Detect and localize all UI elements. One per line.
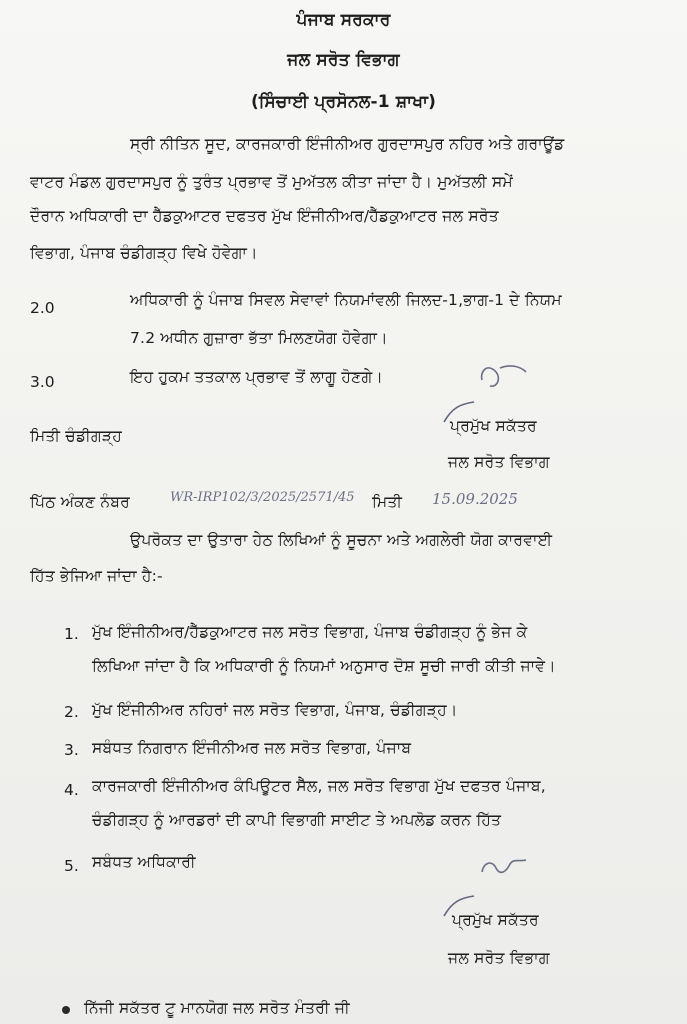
list-item-3-line1: ਸਬੰਧਤ ਨਿਗਰਾਨ ਇੰਜੀਨੀਅਰ ਜਲ ਸਰੋਤ ਵਿਭਾਗ, ਪੰਜਾਬ xyxy=(92,739,412,757)
header-government: ਪੰਜਾਬ ਸਰਕਾਰ xyxy=(296,10,391,30)
list-item-4-line1: ਕਾਰਜਕਾਰੀ ਇੰਜੀਨੀਅਰ ਕੰਪਿਊਟਰ ਸੈੱਲ, ਜਲ ਸਰੋਤ ਵਿਭਾਗ ਮੁੱਖ ਦਫਤਰ ਪੰਜਾਬ, xyxy=(92,777,546,795)
bottom-recipient-line: ਨਿੱਜੀ ਸਕੱਤਰ ਟੂ ਮਾਨਯੋਗ ਜਲ ਸਰੋਤ ਮੰਤਰੀ ਜੀ xyxy=(84,999,350,1017)
signatory1-department: ਜਲ ਸਰੋਤ ਵਿਭਾਗ xyxy=(448,453,550,471)
signatory2-department: ਜਲ ਸਰੋਤ ਵਿਭਾਗ xyxy=(448,949,550,967)
endorsement-date-label: ਮਿਤੀ xyxy=(372,493,403,511)
list-item-2-line1: ਮੁੱਖ ਇੰਜੀਨੀਅਰ ਨਹਿਰਾਂ ਜਲ ਸਰੋਤ ਵਿਭਾਗ, ਪੰਜਾਬ, ਚੰਡੀਗੜ੍ਹ। xyxy=(92,701,458,719)
list-item-1-number: 1. xyxy=(64,625,79,643)
list-item-3-number: 3. xyxy=(64,741,79,759)
list-item-1-line2: ਲਿਖਿਆ ਜਾਂਦਾ ਹੈ ਕਿ ਅਧਿਕਾਰੀ ਨੂੰ ਨਿਯਮਾਂ ਅਨੁਸਾਰ ਦੋਸ਼ ਸੂਚੀ ਜਾਰੀ ਕੀਤੀ ਜਾਵੇ। xyxy=(92,657,556,675)
para1-line2: ਵਾਟਰ ਮੰਡਲ ਗੁਰਦਾਸਪੁਰ ਨੂੰ ਤੁਰੰਤ ਪ੍ਰਭਾਵ ਤੋਂ ਮੁਅੱਤਲ ਕੀਤਾ ਜਾਂਦਾ ਹੈ। ਮੁਅੱਤਲੀ ਸਮੇਂ xyxy=(30,173,513,191)
list-item-5-line1: ਸਬੰਧਤ ਅਧਿਕਾਰੀ xyxy=(92,853,196,871)
list-item-4-number: 4. xyxy=(64,781,79,799)
header-branch: (ਸਿੰਚਾਈ ਪ੍ਰਸੋਨਲ-1 ਸ਼ਾਖਾ) xyxy=(250,92,437,112)
item3-line: ਇਹ ਹੁਕਮ ਤਤਕਾਲ ਪ੍ਰਭਾਵ ਤੋਂ ਲਾਗੂ ਹੋਣਗੇ। xyxy=(130,368,384,386)
header-department: ਜਲ ਸਰੋਤ ਵਿਭਾਗ xyxy=(287,50,400,70)
list-item-5-number: 5. xyxy=(64,857,79,875)
item2-line1: ਅਧਿਕਾਰੀ ਨੂੰ ਪੰਜਾਬ ਸਿਵਲ ਸੇਵਾਵਾਂ ਨਿਯਮਾਂਵਲੀ ਜਿਲਦ-1,ਭਾਗ-1 ਦੇ ਨਿਯਮ xyxy=(130,291,562,309)
bullet-dot xyxy=(62,1006,70,1014)
para1-line4: ਵਿਭਾਗ, ਪੰਜਾਬ ਚੰਡੀਗੜ੍ਹ ਵਿਖੇ ਹੋਵੇਗਾ। xyxy=(30,244,258,262)
endorsement-date-handwritten: 15.09.2025 xyxy=(432,490,518,508)
forward-line2: ਹਿੱਤ ਭੇਜਿਆ ਜਾਂਦਾ ਹੈ:- xyxy=(30,567,163,585)
para1-line3: ਦੌਰਾਨ ਅਧਿਕਾਰੀ ਦਾ ਹੈੱਡਕੁਆਟਰ ਦਫਤਰ ਮੁੱਖ ਇੰਜੀਨੀਅਰ/ਹੈੱਡਕੁਆਟਰ ਜਲ ਸਰੋਤ xyxy=(30,207,499,225)
item2-number: 2.0 xyxy=(30,299,55,317)
endorsement-prefix: ਪਿੱਠ ਅੰਕਣ ਨੰਬਰ xyxy=(30,493,130,511)
list-item-4-line2: ਚੰਡੀਗੜ੍ਹ ਨੂੰ ਆਰਡਰਾਂ ਦੀ ਕਾਪੀ ਵਿਭਾਗੀ ਸਾਈਟ ਤੇ ਅਪਲੋਡ ਕਰਨ ਹਿੱਤ xyxy=(92,811,502,829)
list-item-1-line1: ਮੁੱਖ ਇੰਜੀਨੀਅਰ/ਹੈੱਡਕੁਆਟਰ ਜਲ ਸਰੋਤ ਵਿਭਾਗ, ਪੰਜਾਬ ਚੰਡੀਗੜ੍ਹ ਨੂੰ ਭੇਜ ਕੇ xyxy=(92,623,528,641)
initials-signature-2 xyxy=(476,852,536,888)
signatory1-title: ਪ੍ਰਮੁੱਖ ਸਕੱਤਰ xyxy=(450,417,537,435)
endorsement-number-handwritten: WR-IRP102/3/2025/2571/45 xyxy=(170,490,355,505)
forward-line1: ਉਪਰੋਕਤ ਦਾ ਉਤਾਰਾ ਹੇਠ ਲਿਖਿਆਂ ਨੂੰ ਸੂਚਨਾ ਅਤੇ ਅਗਲੇਰੀ ਯੋਗ ਕਾਰਵਾਈ xyxy=(130,531,553,549)
list-item-2-number: 2. xyxy=(64,703,79,721)
item3-number: 3.0 xyxy=(30,373,55,391)
initials-signature-1 xyxy=(476,358,536,398)
date-place-label: ਮਿਤੀ ਚੰਡੀਗੜ੍ਹ xyxy=(30,427,122,445)
signatory2-title: ਪ੍ਰਮੁੱਖ ਸਕੱਤਰ xyxy=(452,911,539,929)
para1-line1: ਸ੍ਰੀ ਨੀਤਿਨ ਸੂਦ, ਕਾਰਜਕਾਰੀ ਇੰਜੀਨੀਅਰ ਗੁਰਦਾਸਪੁਰ ਨਹਿਰ ਅਤੇ ਗਰਾਊਂਡ xyxy=(130,135,565,153)
item2-line2: 7.2 ਅਧੀਨ ਗੁਜ਼ਾਰਾ ਭੱਤਾ ਮਿਲਣਯੋਗ ਹੋਵੇਗਾ। xyxy=(130,329,388,347)
